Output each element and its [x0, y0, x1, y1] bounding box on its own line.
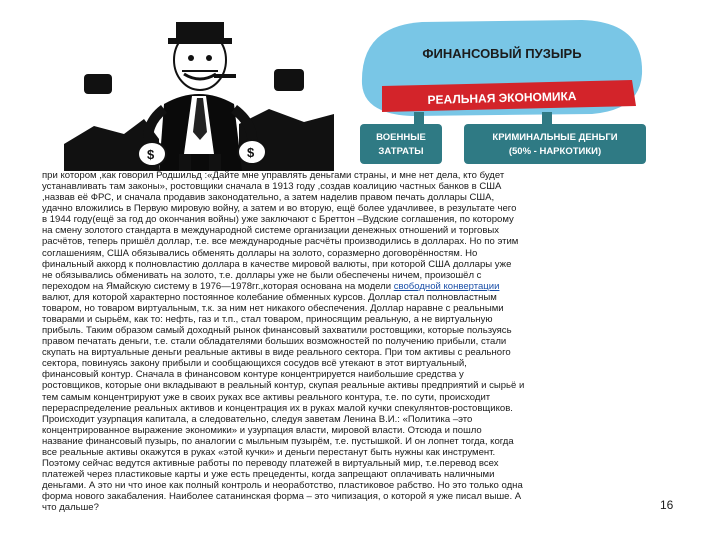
- article-body: [42, 170, 678, 513]
- criminal-money-line1: КРИМИНАЛЬНЫЕ ДЕНЬГИ: [492, 132, 618, 143]
- page-number: 16: [660, 498, 674, 512]
- military-costs-line1: ВОЕННЫЕ: [376, 132, 426, 143]
- real-economy-label: РЕАЛЬНАЯ ЭКОНОМИКА: [427, 89, 577, 107]
- military-costs-line2: ЗАТРАТЫ: [378, 146, 424, 157]
- banker-cartoon-image: [64, 14, 334, 171]
- body-text-part1: при котором ,как говорил Родшильд :«Дайте мне управлять деньгами страны, и мне нет дела, кто будет устанавливать там законы», ростовщики сначала в 1913 году ,создав коалицию частных банков в США ,назвав её ФРС, и сначала продавив законодательно, а затем наделив правом печать доллары США, удачно вложились в Первую мировую войну, а затем и во вторую, ещё более удачливее, в результате чего в 1944 году(ещё за год до окончания войны) уже заключают с Бреттон –Вудские соглашения, по которому на смену золотого стандарта в международной системе организации денежных отношений и торговых расчётов, теперь пришёл доллар, т.е. все международные расчёты производились в долларах. Но по этим соглашениям, США обязывались обменять доллары на золото, соразмерно договорённостям. Но финальный аккорд к полновластию доллара в качестве мировой валюты, при которой США доллары уже не обязывались обменивать на золото, т.е. доллары уже не были обеспечены ничем, произошёл с переходом на Ямайскую систему в 1976—1978гг.,которая основана на модели: [42, 170, 519, 292]
- bubble-title: ФИНАНСОВЫЙ ПУЗЫРЬ: [422, 46, 582, 61]
- money-sign: $: [147, 147, 155, 162]
- money-sign: $: [247, 145, 255, 160]
- free-convertibility-link[interactable]: свободной конвертации: [393, 280, 500, 292]
- financial-bubble-infographic: [352, 14, 650, 169]
- body-text-part2: валют, для которой характерно постоянное колебание обменных курсов. Доллар стал полновластным товаром, но товаром виртуальным, т.к. за ним нет никакого обеспечения. Доллар наравне с реальными товарами и сырьём, как то: нефть, газ и т.п., стал товаром, приносящим реальную, а не виртуальную прибыль. Таким образом самый доходный рынок финансовый захватили ростовщики, которые пользуясь правом печатать деньги, т.е. стали обладателями больших возможностей по получению прибыли, стали скупать на виртуальные деньги реальные активы в виде реального сектора. При том активы с реального сектора, повинуясь закону прибыли и сообщающихся сосудов всё утекают в этот виртуальный, финансовый контур. Сначала в финансовом контуре концентрируется наибольшие средства у ростовщиков, которые они вкладывают в реальный контур, скупая реальные активы предприятий и сырьё и тем самым концентрируют уже в своих руках все активы реального контура, т.е. по сути, происходит перераспределение реальных активов и концентрация их в руках малой кучки спекулянтов-ростовщиков. Происходит узурпация капитала, а следовательно, следуя заветам Ленина В.И.: «Политика –это концентрированное выражение экономики» и узурпация власти, мировой власти. Отсюда и пошло название финансовый пузырь, по аналогии с мыльным пузырём, т.е. пустышкой. И он лопнет тогда, когда все реальные активы окажутся в руках «этой кучки» и деньги перестанут быть нужны как инструмент. Поэтому сейчас ведутся активные работы по переводу платежей в виртуальный мир, т.е.перевод всех платежей через пластиковые карты и уже есть прецеденты, когда запрещают оплачивать наличными деньгами. А это ни что иное как полный контроль и неоработство, пластиковое рабство. Но это только одна форма нового закабаления. Наиболее сатанинская форма – это чипизация, о которой я уже писал выше. А что дальше?: [42, 291, 525, 514]
- criminal-money-line2: (50% - НАРКОТИКИ): [508, 146, 602, 157]
